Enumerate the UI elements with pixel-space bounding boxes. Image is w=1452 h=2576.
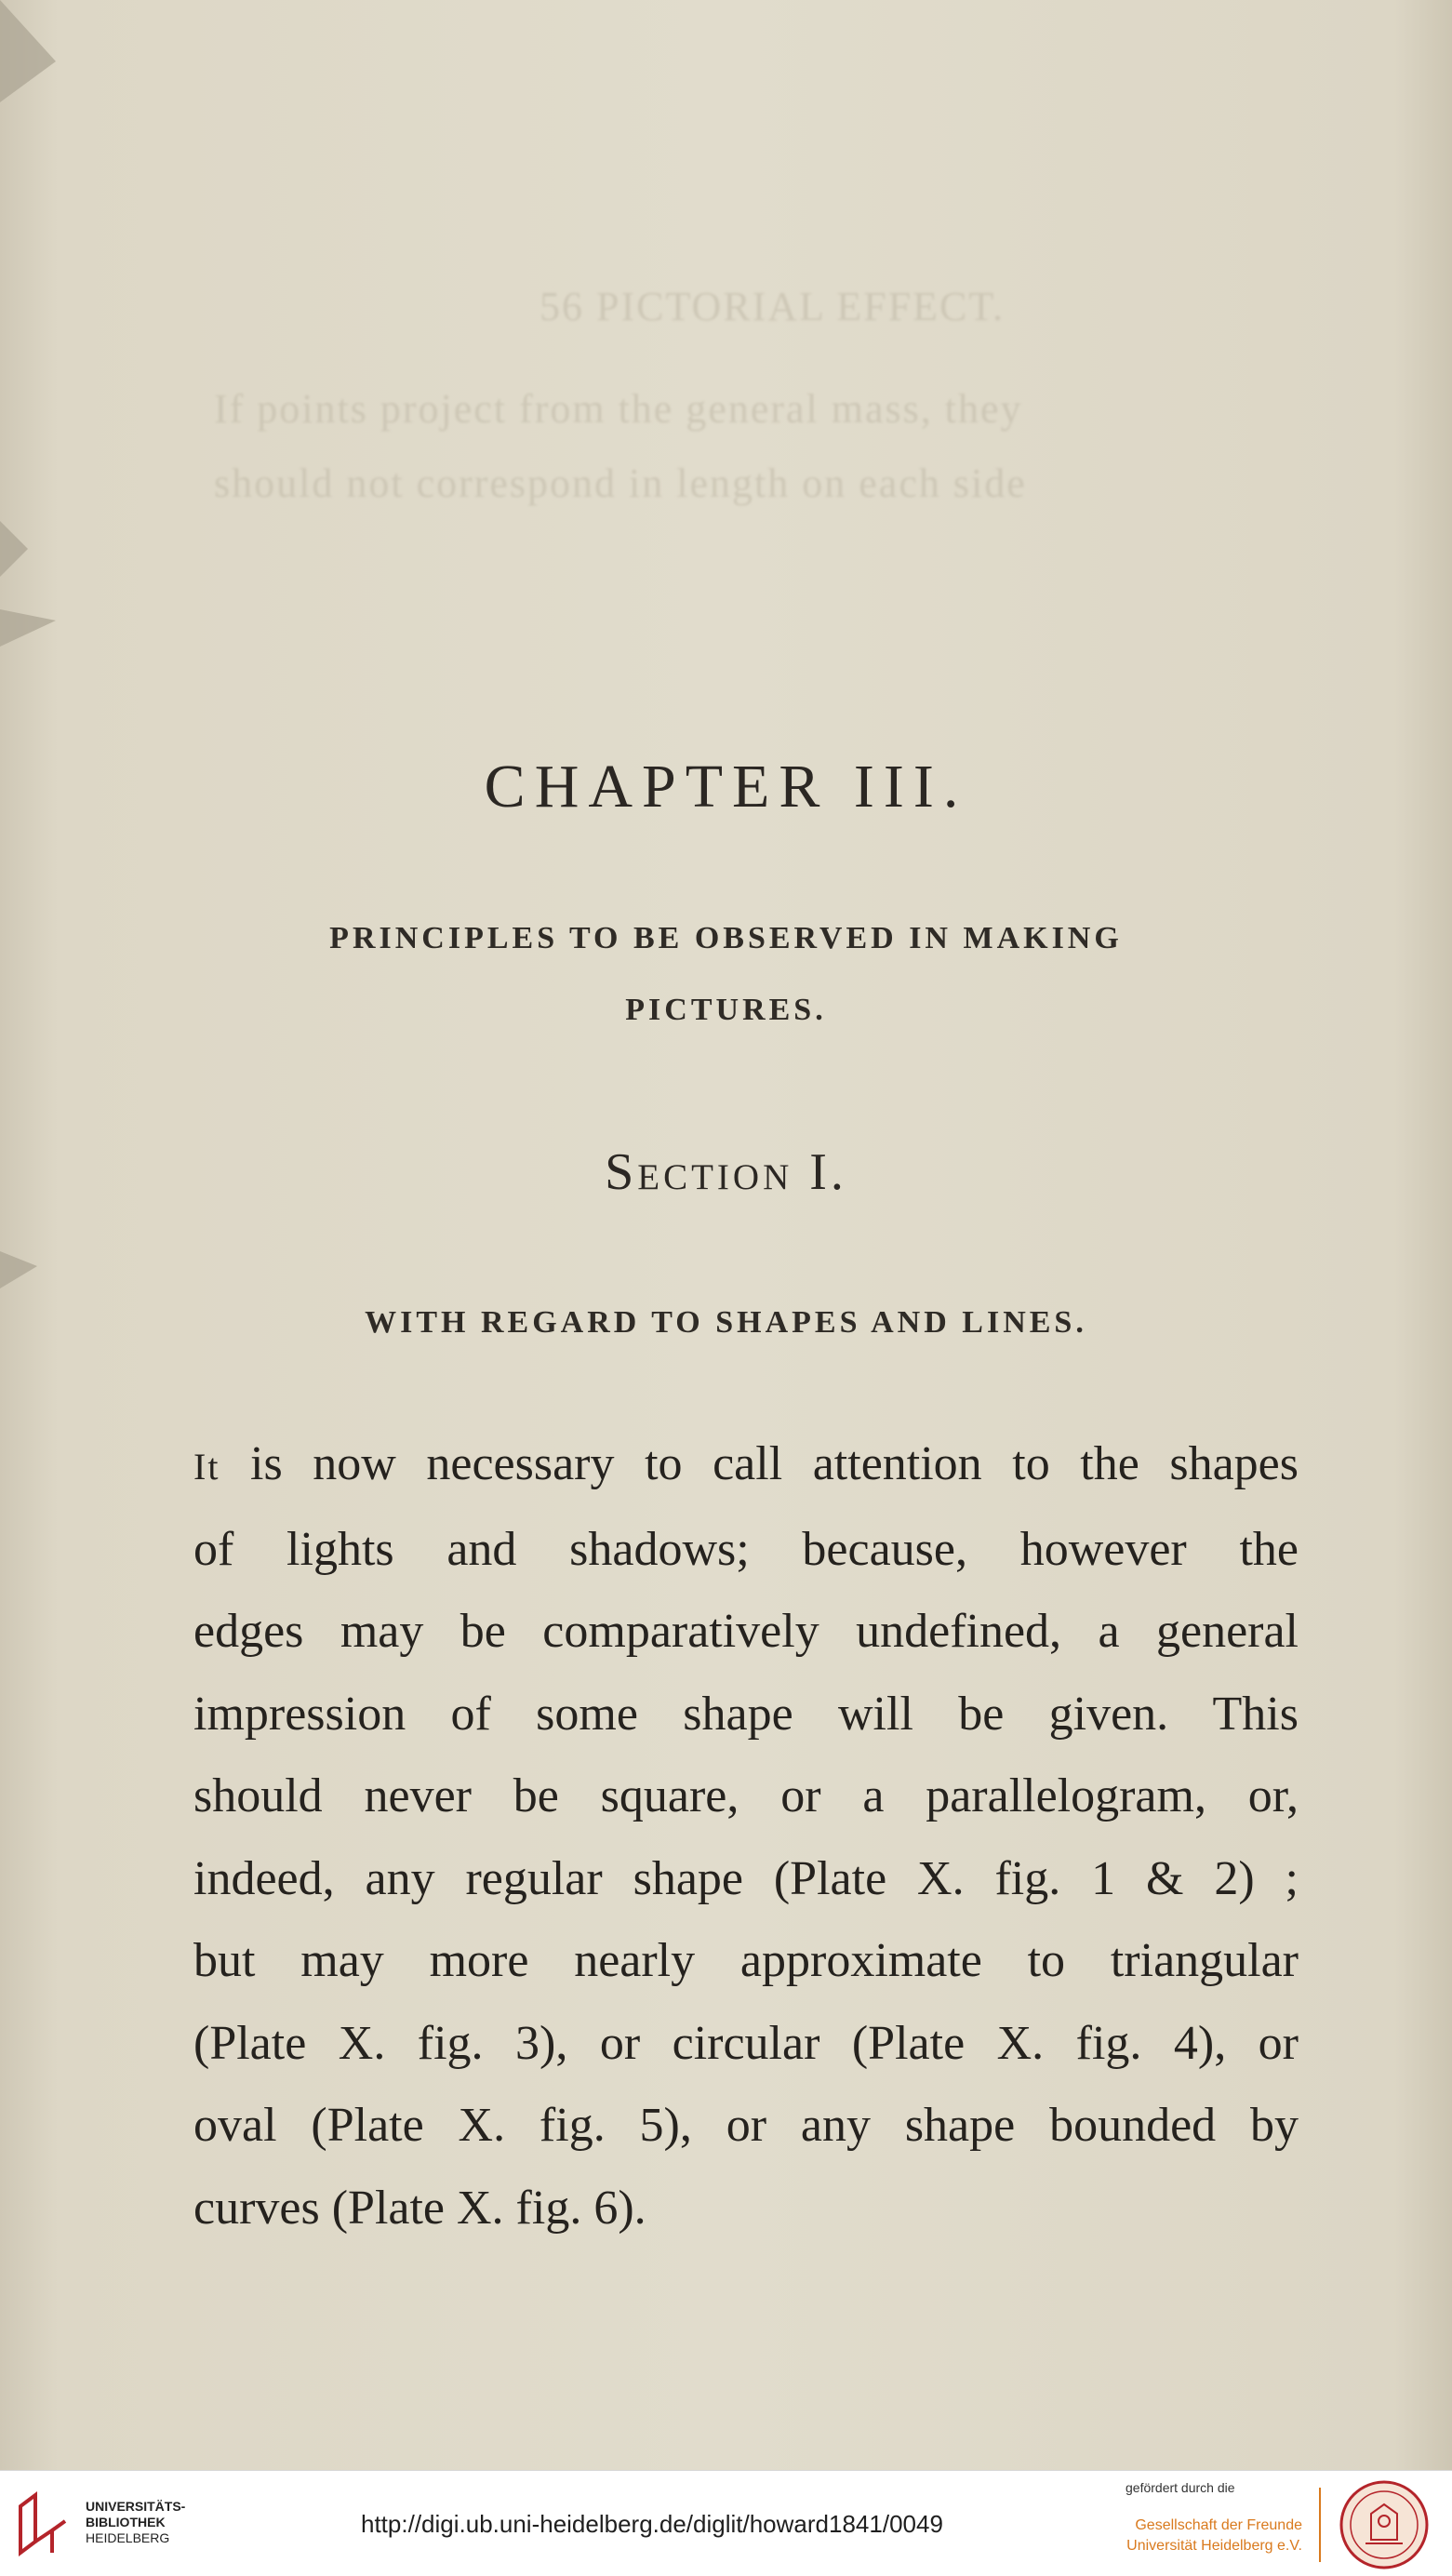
paragraph-line: It is now necessary to call attention to the shapes (193, 1437, 1299, 1490)
footer-divider (1319, 2488, 1321, 2562)
page-edge-mark (0, 1251, 37, 1288)
paragraph-line: indeed, any regular shape (Plate X. fig. 1 & 2) ; (193, 1851, 1299, 1905)
chapter-title: CHAPTER III. (484, 753, 968, 821)
page-edge-mark (0, 0, 56, 102)
library-name: UNIVERSITÄTS- BIBLIOTHEK HEIDELBERG (86, 2499, 186, 2545)
university-seal-icon (1338, 2478, 1431, 2571)
opening-small-caps: It (193, 1446, 220, 1488)
page-edge-mark (0, 609, 56, 647)
paragraph-line: but may more nearly approximate to triangular (193, 1934, 1299, 1987)
paragraph-line: curves (Plate X. fig. 6). (193, 2181, 646, 2235)
section-title: Section I. (605, 1143, 847, 1201)
paragraph-line: edges may be comparatively undefined, a general (193, 1605, 1299, 1658)
section-subtitle: WITH REGARD TO SHAPES AND LINES. (365, 1305, 1087, 1340)
chapter-subtitle-continued: PICTURES. (625, 993, 827, 1027)
page-edge-mark (0, 521, 28, 577)
paragraph-line: oval (Plate X. fig. 5), or any shape bounded by (193, 2099, 1299, 2152)
sponsor-label: gefördert durch die (1126, 2480, 1235, 2495)
bleed-through-header: 56 PICTORIAL EFFECT. (540, 284, 1006, 329)
paragraph-line: impression of some shape will be given. This (193, 1687, 1299, 1741)
digitization-footer (0, 2470, 1452, 2576)
chapter-subtitle: PRINCIPLES TO BE OBSERVED IN MAKING (329, 921, 1123, 955)
paragraph-line: (Plate X. fig. 3), or circular (Plate X. fig. 4), or (193, 2016, 1299, 2070)
sponsor-name: Gesellschaft der Freunde Universität Heidelberg e.V. (1126, 2517, 1302, 2554)
paragraph-line: should never be square, or a parallelogram, or, (193, 1769, 1299, 1822)
paragraph-line: of lights and shadows; because, however the (193, 1522, 1299, 1576)
permalink-url[interactable]: http://digi.ub.uni-heidelberg.de/diglit/howard1841/0049 (361, 2510, 943, 2538)
bleed-through-line: should not correspond in length on each side (214, 460, 1027, 506)
body-paragraph (193, 1423, 1299, 2249)
university-library-logo-icon (15, 2488, 71, 2560)
bleed-through-line: If points project from the general mass, they (214, 386, 1023, 432)
